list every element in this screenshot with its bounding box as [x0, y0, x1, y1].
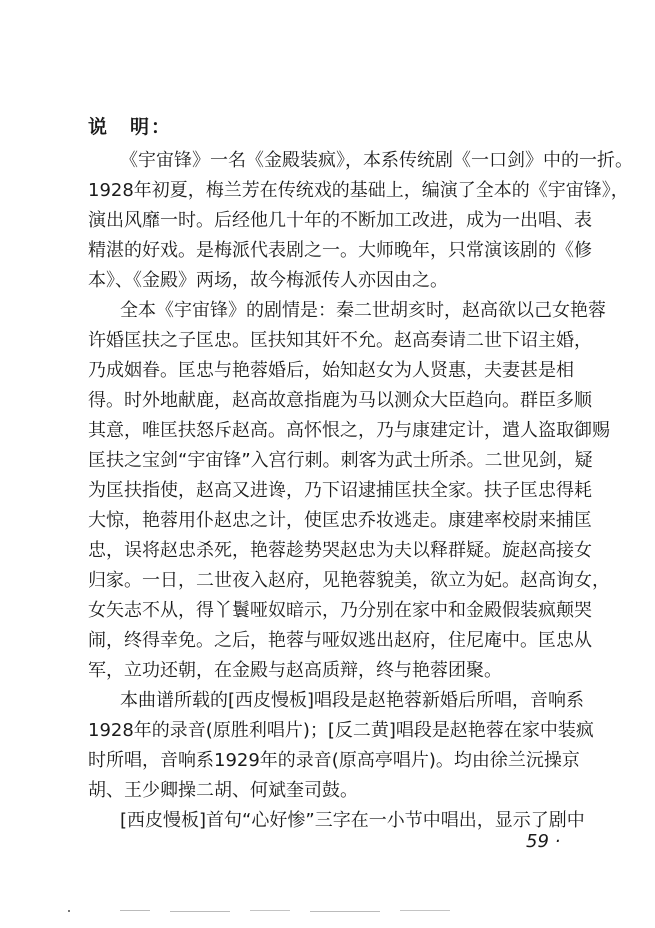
text-line: 本曲谱所载的[西皮慢板]唱段是赵艳蓉新婚后所唱，音响系 — [120, 690, 585, 711]
text-line: 精湛的好戏。是梅派代表剧之一。大师晚年，只常演该剧的《修 — [88, 240, 592, 261]
text-line: 归家。一日，二世夜入赵府，见艳蓉貌美，欲立为妃。赵高询女， — [88, 570, 610, 591]
scan-artifact-marks — [60, 906, 480, 916]
text-line: 1928年的录音(原胜利唱片)；[反二黄]唱段是赵艳蓉在家中装疯 — [88, 720, 594, 741]
text-line: 为匡扶指使，赵高又进谗，乃下诏逮捕匡扶全家。扶子匡忠得耗 — [88, 480, 592, 501]
text-line: 其意，唯匡扶怒斥赵高。高怀恨之，乃与康建定计，遣人盗取御赐 — [88, 420, 610, 441]
text-line: 军，立功还朝，在金殿与赵高质辩，终与艳蓉团聚。 — [88, 660, 502, 681]
text-line: 全本《宇宙锋》的剧情是：秦二世胡亥时，赵高欲以己女艳蓉 — [120, 300, 606, 321]
text-line: 得。时外地献鹿，赵高故意指鹿为马以测众大臣趋向。群臣多顺 — [88, 390, 592, 411]
section-heading: 说 明： — [88, 116, 173, 138]
text-line: 女矢志不从，得丫鬟哑奴暗示，乃分别在家中和金殿假装疯颠哭 — [88, 600, 592, 621]
text-line: 胡、王少卿操二胡、何斌奎司鼓。 — [88, 780, 358, 801]
text-line: 许婚匡扶之子匡忠。匡扶知其奸不允。赵高奏请二世下诏主婚， — [88, 330, 592, 351]
text-line: 忠，误将赵忠杀死，艳蓉趁势哭赵忠为夫以释群疑。旋赵高接女 — [88, 540, 592, 561]
page-number: 59 · — [526, 831, 561, 852]
text-line: 1928年初夏，梅兰芳在传统戏的基础上，编演了全本的《宇宙锋》， — [88, 180, 629, 201]
text-line: 本》、《金殿》两场，故今梅派传人亦因由之。 — [88, 270, 448, 291]
text-line: 闹，终得幸免。之后，艳蓉与哑奴逃出赵府，住尼庵中。匡忠从 — [88, 630, 592, 651]
text-line: 时所唱，音响系1929年的录音(原高亭唱片)。均由徐兰沅操京 — [88, 750, 580, 771]
text-line: 大惊，艳蓉用仆赵忠之计，使匡忠乔妆逃走。康建率校尉来捕匡 — [88, 510, 592, 531]
text-line: [西皮慢板]首句“心好惨”三字在一小节中唱出，显示了剧中 — [120, 810, 585, 831]
text-line: 乃成姻眷。匡忠与艳蓉婚后，始知赵女为人贤惠，夫妻甚是相 — [88, 360, 574, 381]
text-line: 匡扶之宝剑“宇宙锋”入宫行刺。刺客为武士所杀。二世见剑，疑 — [88, 450, 593, 471]
text-line: 演出风靡一时。后经他几十年的不断加工改进，成为一出唱、表 — [88, 210, 592, 231]
text-line: 《宇宙锋》一名《金殿装疯》，本系传统剧《一口剑》中的一折。 — [120, 150, 633, 171]
